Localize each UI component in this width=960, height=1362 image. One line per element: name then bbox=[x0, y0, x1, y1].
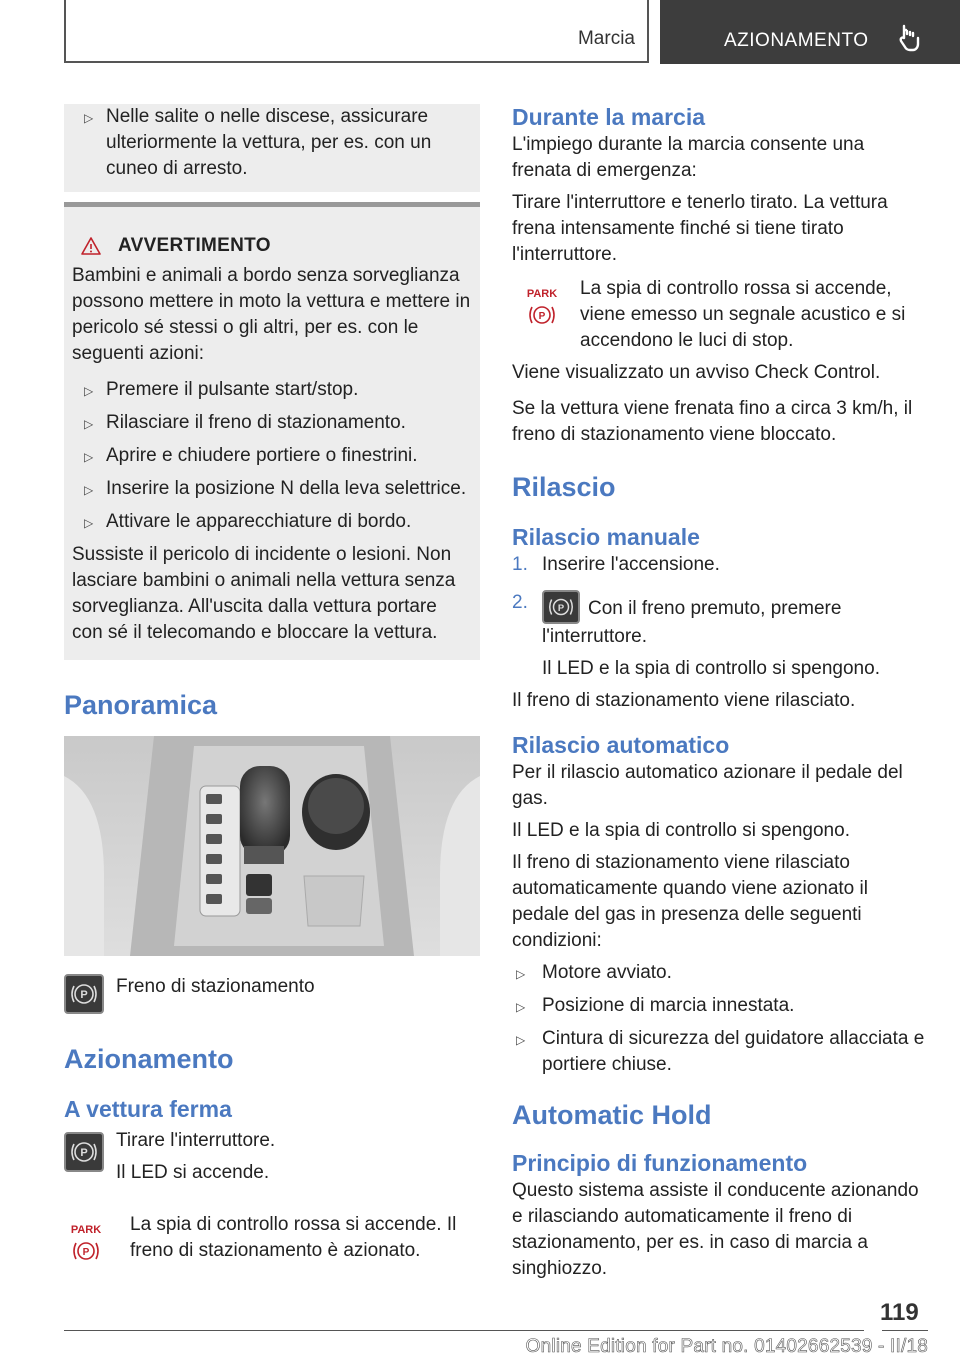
console-image bbox=[64, 736, 480, 956]
svg-text:P: P bbox=[557, 602, 565, 613]
page-number: 119 bbox=[880, 1299, 919, 1326]
header-chapter-title: AZIONAMENTO bbox=[724, 30, 869, 51]
driving-paragraph-2: Tirare l'interruttore e tenerlo tirato. La vettura frena intensamente finché si tiene tirato l'interruttore. bbox=[512, 192, 888, 265]
footer-divider bbox=[882, 1330, 928, 1331]
warning-conclusion: Sussiste il pericolo di incidente o lesioni. Non lasciare bambini o animali nella vettura senza sorveglianza. All'uscita dalla vettura portare con sé il telecomando e bloccare la vettura. bbox=[72, 544, 456, 643]
list-item bbox=[72, 509, 472, 536]
parked-heading: A vettura ferma bbox=[64, 1096, 232, 1122]
auto-paragraph-3: Il freno di stazionamento viene rilasciato automaticamente quando viene azionato il pedale del gas in presenza delle seguenti condizioni: bbox=[512, 852, 868, 951]
parked-lamp-text: La spia di controllo rossa si accende. Il freno di stazionamento è azionato. bbox=[130, 1214, 457, 1261]
triangle-bullet-icon: ▷ bbox=[84, 516, 94, 530]
auto-conditions-list bbox=[512, 960, 928, 1078]
driving-heading: Durante la marcia bbox=[512, 104, 706, 130]
parked-step-2: Il LED si accende. bbox=[116, 1162, 270, 1183]
triangle-bullet-icon: ▷ bbox=[84, 417, 94, 431]
park-warning-lamp-icon bbox=[520, 286, 564, 330]
caption-row bbox=[64, 974, 480, 1014]
list-item bbox=[72, 104, 472, 182]
list-item-text: Posizione di marcia innestata. bbox=[542, 995, 795, 1016]
list-item bbox=[512, 552, 928, 578]
auto-paragraph-1: Per il rilascio automatico azionare il pedale del gas. bbox=[512, 762, 903, 809]
footer-edition: Online Edition for Part no. 01402662539 - II/18 bbox=[525, 1336, 928, 1357]
step-number: 2. bbox=[512, 592, 528, 613]
triangle-bullet-icon: ▷ bbox=[516, 1033, 526, 1047]
hand-pointer-icon bbox=[896, 24, 922, 52]
svg-text:PARK: PARK bbox=[70, 1224, 102, 1236]
list-item-text: Motore avviato. bbox=[542, 962, 672, 983]
warning-title: AVVERTIMENTO bbox=[118, 235, 271, 256]
parking-brake-button-icon bbox=[64, 974, 104, 1014]
overview-heading: Panoramica bbox=[64, 690, 218, 720]
header-section-box bbox=[64, 0, 649, 63]
manual-release-heading: Rilascio manuale bbox=[512, 524, 700, 550]
principle-heading: Principio di funzionamento bbox=[512, 1150, 808, 1176]
list-item bbox=[72, 410, 472, 437]
triangle-bullet-icon: ▷ bbox=[84, 111, 94, 125]
footer-divider bbox=[64, 1330, 864, 1331]
driving-paragraph-1: L'impiego durante la marcia consente una frenata di emergenza: bbox=[512, 134, 865, 181]
page-header bbox=[0, 0, 960, 66]
principle-paragraph: Questo sistema assiste il conducente azionando e rilasciando automaticamente il freno di stazionamento, per es. in caso di marcia a singhiozzo. bbox=[512, 1180, 919, 1279]
svg-text:PARK: PARK bbox=[526, 288, 558, 300]
list-item bbox=[72, 377, 472, 404]
parking-brake-button-icon bbox=[542, 590, 580, 624]
svg-text:P: P bbox=[82, 1247, 90, 1258]
svg-text:P: P bbox=[80, 989, 88, 1001]
warning-list bbox=[72, 377, 472, 536]
triangle-bullet-icon: ▷ bbox=[84, 450, 94, 464]
svg-text:P: P bbox=[80, 1147, 88, 1159]
warning-icon bbox=[80, 236, 102, 256]
driving-lamp-text: La spia di controllo rossa si accende, viene emesso un segnale acustico e si accendono le luci di stop. bbox=[580, 278, 906, 351]
triangle-bullet-icon: ▷ bbox=[84, 483, 94, 497]
list-item-text: Premere il pulsante start/stop. bbox=[106, 379, 359, 400]
park-warning-lamp-icon bbox=[64, 1222, 108, 1266]
left-column bbox=[64, 104, 480, 1266]
hold-heading: Automatic Hold bbox=[512, 1100, 712, 1130]
header-section-title: Marcia bbox=[577, 28, 635, 49]
svg-text:P: P bbox=[538, 311, 546, 322]
triangle-bullet-icon: ▷ bbox=[516, 967, 526, 981]
manual-result: Il freno di stazionamento viene rilasciato. bbox=[512, 690, 856, 711]
manual-note: Il LED e la spia di controllo si spengono. bbox=[542, 658, 880, 679]
driving-lamp-row bbox=[512, 276, 928, 354]
triangle-bullet-icon: ▷ bbox=[516, 1000, 526, 1014]
auto-release-heading: Rilascio automatico bbox=[512, 732, 730, 758]
warning-text: Bambini e animali a bordo senza sorveglianza possono mettere in moto la vettura e mettere in pericolo sé stessi o gli altri, per es. con le seguenti azioni: bbox=[72, 265, 471, 364]
auto-paragraph-2: Il LED e la spia di controllo si spengono. bbox=[512, 820, 850, 841]
parked-step-1: Tirare l'interruttore. bbox=[116, 1130, 276, 1151]
step-text: Inserire l'accensione. bbox=[542, 554, 720, 575]
list-item bbox=[72, 443, 472, 470]
parked-steps bbox=[64, 1128, 480, 1192]
right-column bbox=[512, 102, 928, 1288]
parking-brake-button-icon bbox=[64, 1132, 104, 1172]
list-item-text: Aprire e chiudere portiere o finestrini. bbox=[106, 445, 418, 466]
list-item bbox=[512, 960, 928, 987]
list-item bbox=[72, 476, 472, 503]
intro-note-box bbox=[64, 104, 480, 192]
list-item-text: Attivare le apparecchiature di bordo. bbox=[106, 511, 412, 532]
step-text: Con il freno premuto, premere l'interruttore. bbox=[542, 598, 842, 647]
intro-bullet-text: Nelle salite o nelle discese, assicurare ulteriormente la vettura, per es. con un cuneo di arresto. bbox=[106, 106, 432, 179]
parked-lamp-row bbox=[64, 1212, 480, 1266]
operation-heading: Azionamento bbox=[64, 1044, 234, 1074]
list-item bbox=[512, 590, 928, 650]
list-item-text: Rilasciare il freno di stazionamento. bbox=[106, 412, 406, 433]
driving-paragraph-4: Se la vettura viene frenata fino a circa 3 km/h, il freno di stazionamento viene bloccato. bbox=[512, 398, 913, 445]
step-number: 1. bbox=[512, 554, 528, 575]
list-item bbox=[512, 993, 928, 1020]
header-chapter-box bbox=[660, 0, 960, 64]
image-caption: Freno di stazionamento bbox=[116, 976, 315, 997]
release-heading: Rilascio bbox=[512, 472, 616, 502]
list-item-text: Inserire la posizione N della leva selettrice. bbox=[106, 478, 467, 499]
list-item bbox=[512, 1026, 928, 1078]
triangle-bullet-icon: ▷ bbox=[84, 384, 94, 398]
warning-box bbox=[64, 202, 480, 660]
list-item-text: Cintura di sicurezza del guidatore allacciata e portiere chiuse. bbox=[542, 1028, 925, 1075]
driving-paragraph-3: Viene visualizzato un avviso Check Control. bbox=[512, 362, 881, 383]
